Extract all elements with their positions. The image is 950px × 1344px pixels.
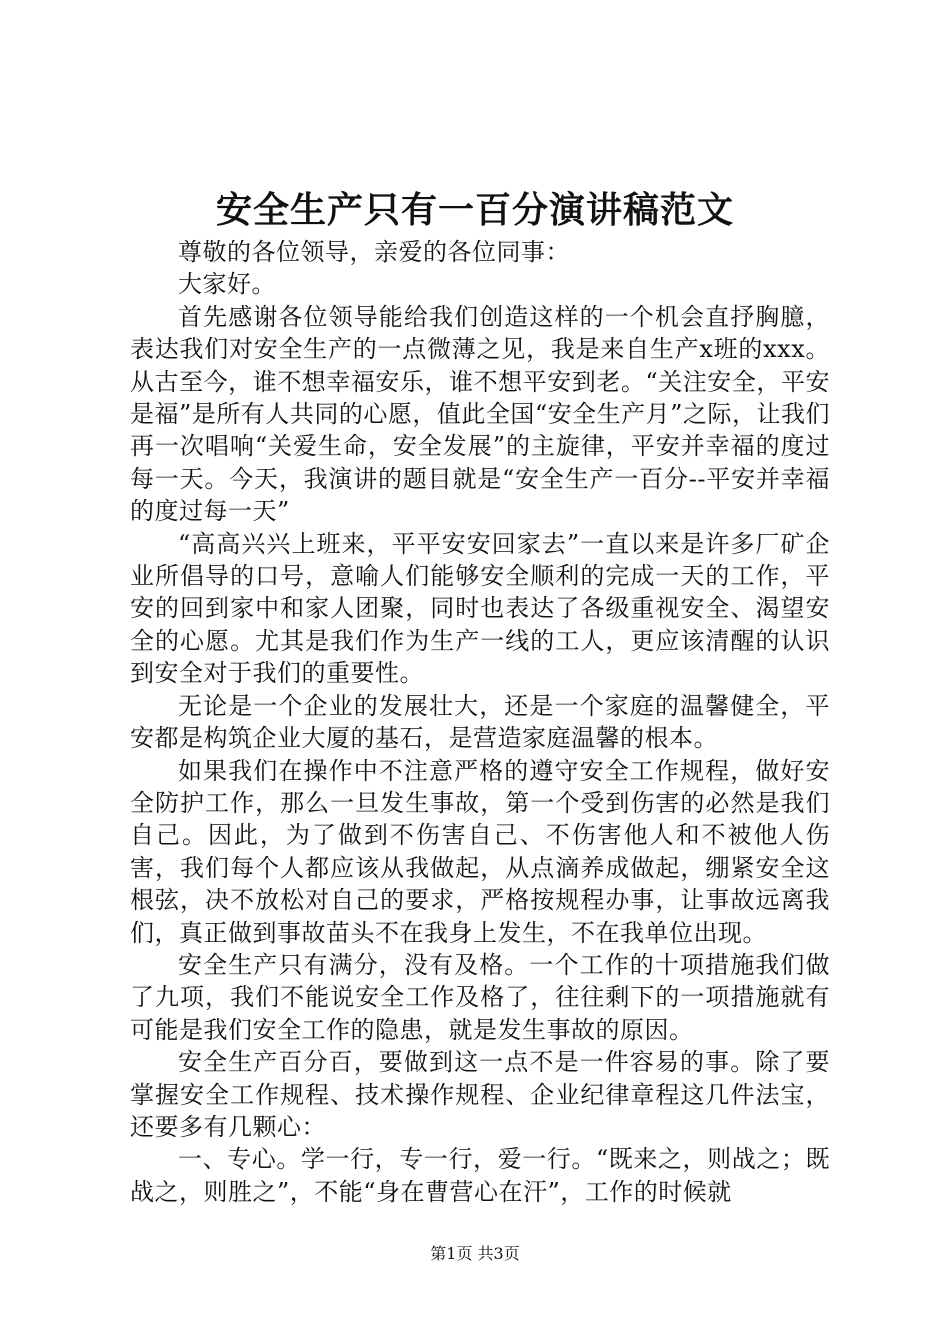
page-number-footer: 第1页 共3页 [430,1244,520,1263]
paragraph: 首先感谢各位领导能给我们创造这样的一个机会直抒胸臆，表达我们对安全生产的一点微薄之见，我是来自生产x班的xxx。从古至今，谁不想幸福安乐，谁不想平安到老。“关注安全，平安是福”是所有人共同的心愿，值此全国“安全生产月”之际，让我们再一次唱响“关爱生命，安全发展”的主旋律，平安并幸福的度过每一天。今天，我演讲的题目就是“安全生产一百分--平安并幸福的度过每一天” [130,302,830,526]
paragraph: 无论是一个企业的发展壮大，还是一个家庭的温馨健全，平安都是构筑企业大厦的基石，是营造家庭温馨的根本。 [130,691,830,753]
paragraph-salutation: 尊敬的各位领导，亲爱的各位同事： [178,238,570,266]
document-body [130,236,830,1208]
paragraph: 安全生产百分百，要做到这一点不是一件容易的事。除了要掌握安全工作规程、技术操作规程、企业纪律章程这几件法宝，还要多有几颗心： [130,1048,830,1141]
paragraph: 安全生产只有满分，没有及格。一个工作的十项措施我们做了九项，我们不能说安全工作及格了，往往剩下的一项措施就有可能是我们安全工作的隐患，就是发生事故的原因。 [130,950,830,1044]
document-title: 安全生产只有一百分演讲稿范文 [215,189,734,231]
paragraph-greeting: 大家好。 [178,270,276,299]
paragraph: “高高兴兴上班来，平平安安回家去”一直以来是许多厂矿企业所倡导的口号，意喻人们能够安全顺利的完成一天的工作，平安的回到家中和家人团聚，同时也表达了各级重视安全、渴望安全的心愿。尤其是我们作为生产一线的工人，更应该清醒的认识到安全对于我们的重要性。 [130,529,830,688]
paragraph: 一、专心。学一行，专一行，爱一行。“既来之，则战之；既战之，则胜之”，不能“身在曹营心在汗”，工作的时候就 [130,1145,830,1206]
paragraph: 如果我们在操作中不注意严格的遵守安全工作规程，做好安全防护工作，那么一旦发生事故，第一个受到伤害的必然是我们自己。因此，为了做到不伤害自己、不伤害他人和不被他人伤害，我们每个人都应该从我做起，从点滴养成做起，绷紧安全这根弦，决不放松对自己的要求，严格按规程办事，让事故远离我们，真正做到事故苗头不在我身上发生，不在我单位出现。 [130,756,830,947]
